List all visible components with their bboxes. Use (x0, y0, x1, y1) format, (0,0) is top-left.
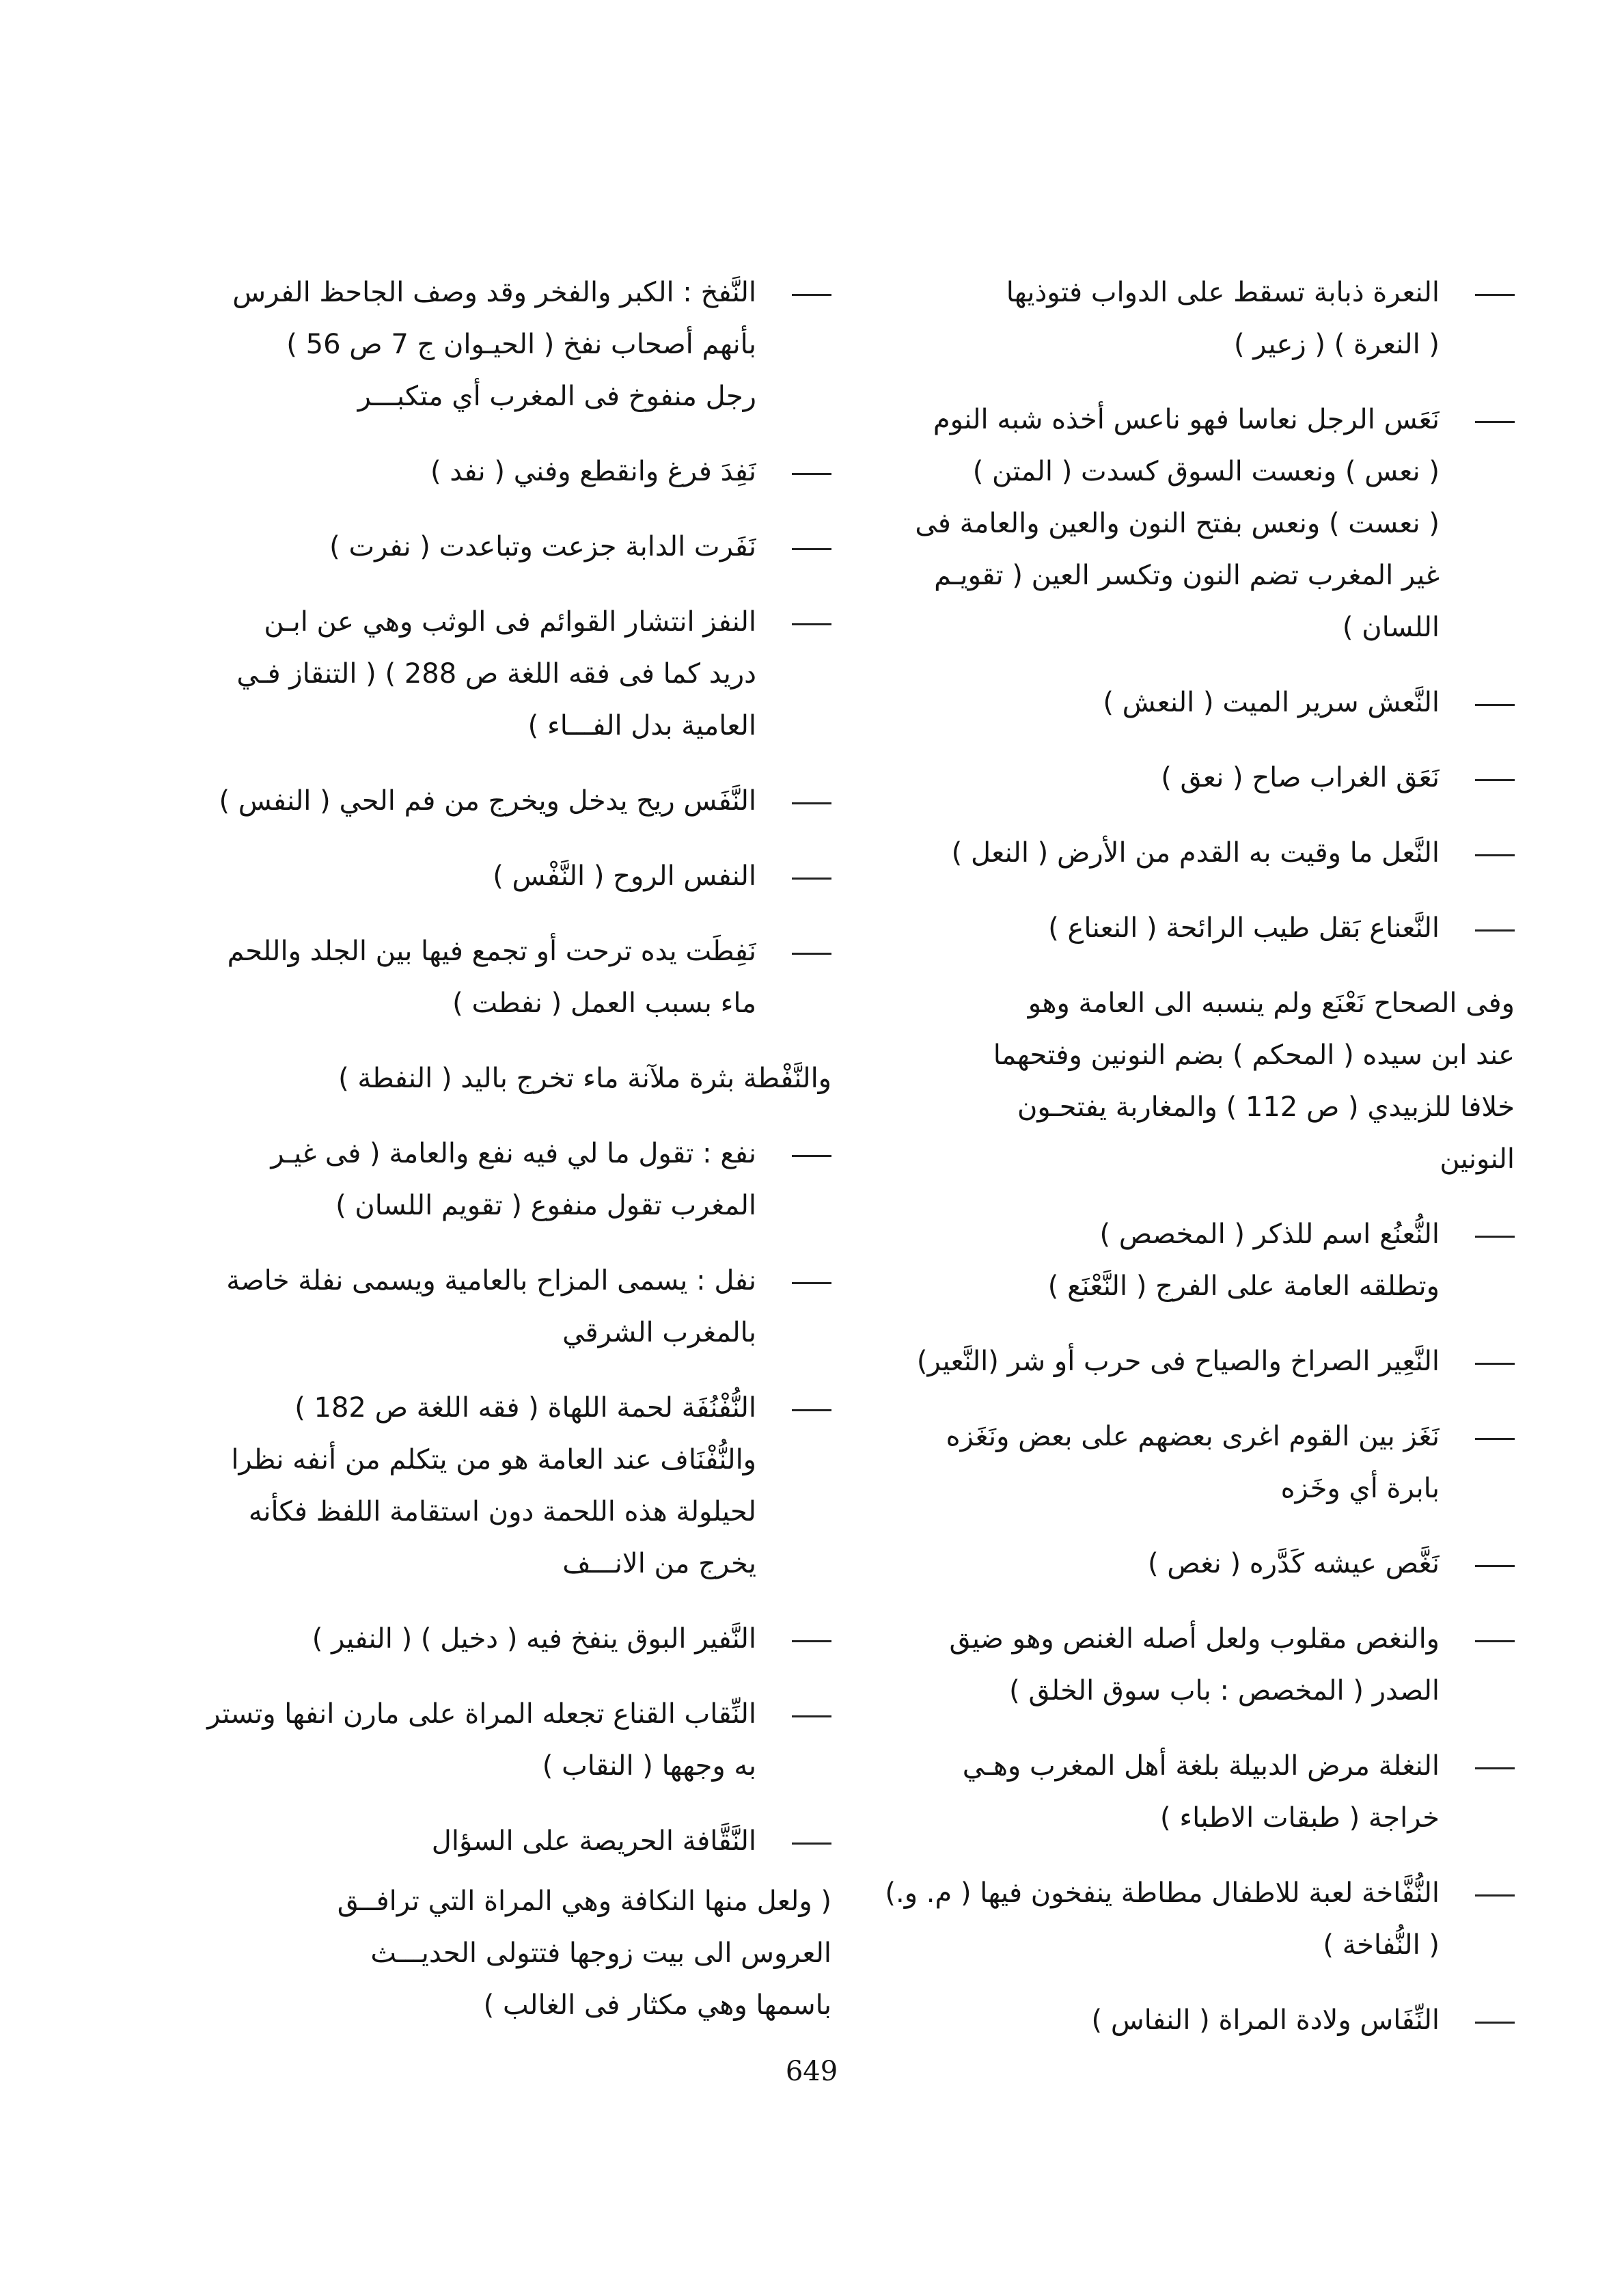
entry-line: ( نعست ) ونعس بفتح النون والعين والعامة فى (915, 508, 1440, 539)
entry-line: والنُّفْنَاف عند العامة هو من يتكلم من أنفه نظرا (231, 1444, 756, 1476)
entry-line: النِّفَاس ولادة المراة ( النفاس ) (1091, 2004, 1440, 2036)
dictionary-entry (196, 1128, 831, 1232)
entry-line: خراجة ( طبقات الاطباء ) (1160, 1802, 1440, 1834)
dictionary-entry (879, 394, 1515, 653)
entry-dash (792, 953, 831, 955)
dictionary-entry (879, 1867, 1515, 1971)
entry-line: النونين (1440, 1143, 1515, 1175)
dictionary-entry (196, 1613, 831, 1665)
entry-dash (1475, 1565, 1515, 1567)
entry-dash (1475, 294, 1515, 296)
dictionary-entry (879, 1208, 1515, 1312)
entry-dash (1475, 1894, 1515, 1896)
dictionary-entry (196, 446, 831, 498)
dictionary-entry (879, 267, 1515, 370)
entry-line: النغلة مرض الدبيلة بلغة أهل المغرب وهـي (962, 1750, 1440, 1782)
entry-line: نَفَرت الدابة جزعت وتباعدت ( نفرت ) (329, 531, 756, 562)
entry-line: عند ابن سيده ( المحكم ) بضم النونين وفتحهما (993, 1039, 1515, 1071)
right-column (879, 267, 1515, 2069)
entry-dash (792, 1282, 831, 1284)
entry-dash (1475, 929, 1515, 932)
entry-line: ( النُّفاخة ) (1323, 1929, 1440, 1961)
entry-line: وتطلقه العامة على الفرج ( النَّعْنَع ) (1047, 1270, 1440, 1302)
entry-line: الصدر ( المخصص : باب سوق الخلق ) (1009, 1675, 1440, 1707)
entry-line: ( نعس ) ونعست السوق كسدت ( المتن ) (972, 456, 1440, 487)
entry-line: النَّعل ما وقيت به القدم من الأرض ( النعل ) (951, 837, 1440, 869)
dictionary-entry (196, 1815, 831, 1867)
dictionary-entry (879, 677, 1515, 729)
entry-line: النَّعِير الصراخ والصياح فى حرب أو شر (النَّعير) (916, 1346, 1440, 1377)
entry-dash (792, 1715, 831, 1717)
left-column (196, 267, 831, 2054)
entry-line: بابرة أي وخَزه (1280, 1473, 1440, 1504)
entry-line: النُّفْنُفَة لحمة اللهاة ( فقه اللغة ص 182 ) (294, 1392, 756, 1424)
entry-line: غير المغرب تضم النون وتكسر العين ( تقويـم (934, 560, 1440, 591)
entry-line: رجل منفوخ فى المغرب أي متكبـــر (357, 381, 756, 412)
entry-line: العروس الى بيت زوجها فتتولى الحديـــث (370, 1938, 831, 1969)
dictionary-entry (879, 1613, 1515, 1717)
entry-line: نفع : تقول ما لي فيه نفع والعامة ( فى غيـر (271, 1138, 756, 1169)
entry-line: يخرج من الانـــف (562, 1548, 756, 1579)
entry-line: لحيلولة هذه اللحمة دون استقامة اللفظ فكأنه (248, 1496, 756, 1527)
entry-line: نفل : يسمى المزاح بالعامية ويسمى نفلة خاصة (226, 1265, 756, 1296)
entry-line: النَّعش سرير الميت ( النعش ) (1103, 687, 1440, 718)
dictionary-entry (196, 775, 831, 827)
dictionary-entry (879, 1740, 1515, 1844)
entry-dash (792, 548, 831, 550)
entry-line: نَغَّص عيشه كَدَّره ( نغص ) (1147, 1548, 1440, 1579)
entry-dash (792, 294, 831, 296)
entry-dash (792, 1640, 831, 1642)
entry-dash (1475, 1236, 1515, 1238)
entry-line: نَفِدَ فرغ وانقطع وفني ( نفد ) (430, 456, 756, 487)
entry-dash (1475, 1363, 1515, 1365)
entry-line: النَّفَس ريح يدخل ويخرج من فم الحي ( النفس ) (219, 785, 756, 817)
dictionary-entry (879, 752, 1515, 804)
entry-line: باسمها وهي مكثار فى الغالب ) (483, 1989, 831, 2021)
entry-dash (1475, 704, 1515, 706)
entry-line: بالمغرب الشرقي (562, 1317, 756, 1348)
entry-line: ( ولعل منها النكافة وهي المراة التي ترافــق (337, 1886, 831, 1917)
entry-line: وفى الصحاح نَعْنَع ولم ينسبه الى العامة وهو (1028, 988, 1515, 1019)
entry-line: النَّفير البوق ينفخ فيه ( دخيل ) ( النفير ) (312, 1623, 756, 1655)
entry-dash (792, 473, 831, 475)
entry-dash (1475, 1767, 1515, 1769)
dictionary-entry (879, 1411, 1515, 1514)
entry-line: نَعَق الغراب صاح ( نعق ) (1161, 762, 1440, 793)
entry-dash (1475, 1640, 1515, 1642)
dictionary-entry (879, 1538, 1515, 1590)
entry-line: نَغَز بين القوم اغرى بعضهم على بعض ونَغَزه (946, 1421, 1440, 1452)
entry-line: ماء بسبب العمل ( نفطت ) (452, 988, 756, 1019)
entry-line: نَفِطَت يده ترحت أو تجمع فيها بين الجلد واللحم (227, 936, 756, 967)
page-number: 649 (785, 2056, 838, 2087)
entry-line: خلافا للزبيدي ( ص 112 ) والمغاربة يفتحـون (1017, 1091, 1515, 1123)
dictionary-entry (196, 1255, 831, 1359)
entry-line: اللسان ) (1342, 612, 1440, 643)
entry-line: ( النعرة ) ( زعير ) (1233, 329, 1440, 360)
dictionary-entry (879, 977, 1515, 1185)
entry-dash (792, 878, 831, 880)
dictionary-entry (196, 521, 831, 573)
entry-line: النَّعناع بَقل طيب الرائحة ( النعناع ) (1048, 912, 1440, 944)
entry-dash (792, 802, 831, 804)
entry-line: بأنهم أصحاب نفخ ( الحيـوان ج 7 ص 56 ) (286, 329, 756, 360)
dictionary-entry (196, 596, 831, 752)
entry-line: النِّقاب القناع تجعله المراة على مارن انفها وتستر (207, 1698, 756, 1730)
dictionary-entry (196, 850, 831, 902)
dictionary-entry (879, 902, 1515, 954)
entry-dash (792, 1155, 831, 1157)
entry-line: به وجهها ( النقاب ) (542, 1750, 756, 1782)
dictionary-entry (196, 1875, 831, 2031)
entry-line: النفز انتشار القوائم فى الوثب وهي عن ابـن (264, 606, 756, 638)
dictionary-entry (879, 1335, 1515, 1387)
entry-dash (1475, 2022, 1515, 2024)
entry-line: والنغص مقلوب ولعل أصله الغنص وهو ضيق (949, 1623, 1440, 1655)
entry-line: نَعَس الرجل نعاسا فهو ناعس أخذه شبه النوم (933, 404, 1440, 435)
dictionary-entry (879, 1994, 1515, 2046)
entry-dash (1475, 854, 1515, 856)
dictionary-entry (879, 827, 1515, 879)
dictionary-entry (196, 1052, 831, 1104)
entry-line: النَّفخ : الكبر والفخر وقد وصف الجاحظ الفرس (232, 277, 756, 308)
dictionary-entry (196, 1688, 831, 1792)
entry-line: دريد كما فى فقه اللغة ص 288 ) ( التنقاز فـي (236, 658, 756, 690)
entry-line: النُّفَّاخة لعبة للاطفال مطاطة ينفخون فيها ( م. و.) (885, 1877, 1440, 1909)
entry-dash (1475, 1438, 1515, 1440)
entry-dash (792, 623, 831, 625)
entry-line: النُّعنُع اسم للذكر ( المخصص ) (1099, 1219, 1440, 1250)
entry-line: والنَّفْطة بثرة ملآنة ماء تخرج باليد ( النفطة ) (338, 1063, 831, 1094)
entry-dash (1475, 779, 1515, 781)
dictionary-entry (196, 1382, 831, 1590)
entry-line: النفس الروح ( النَّفْس ) (493, 860, 756, 892)
entry-line: النَّقَّافة الحريصة على السؤال (431, 1825, 756, 1857)
entry-line: العامية بدل الفـــاء ) (527, 710, 756, 742)
entry-line: المغرب تقول منفوع ( تقويم اللسان ) (335, 1190, 756, 1221)
entry-dash (1475, 421, 1515, 423)
dictionary-entry (196, 267, 831, 422)
dictionary-entry (196, 925, 831, 1029)
entry-dash (792, 1409, 831, 1411)
entry-dash (792, 1843, 831, 1845)
entry-line: النعرة ذبابة تسقط على الدواب فتوذيها (1006, 277, 1440, 308)
